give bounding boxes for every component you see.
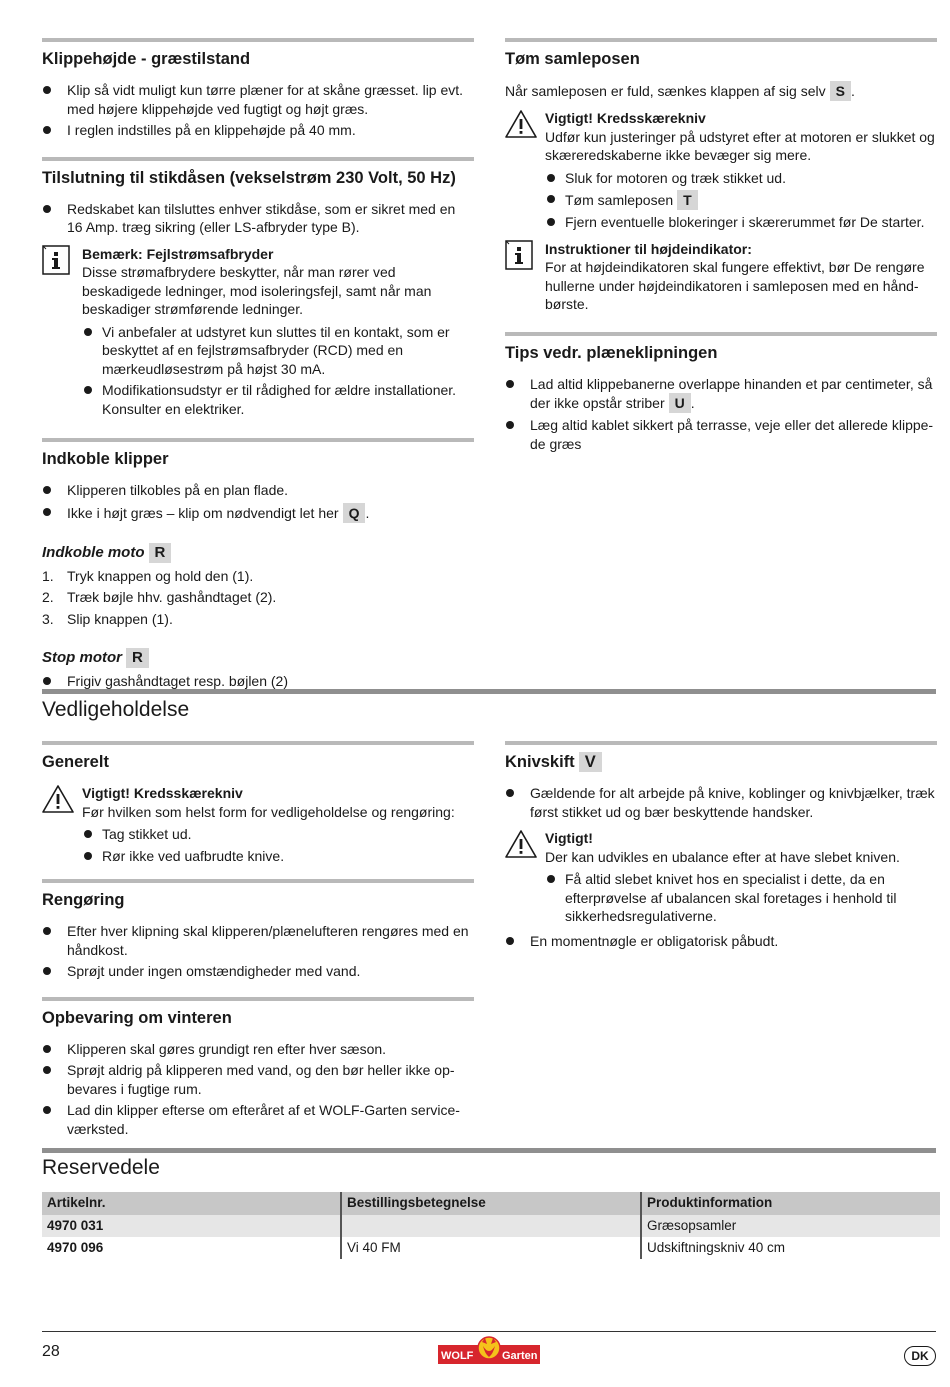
section-title: Generelt (42, 753, 109, 771)
page-number: 28 (42, 1343, 60, 1360)
warning-note (42, 784, 474, 865)
figure-ref-badge: V (579, 752, 602, 772)
table-cell: Udskiftningskniv 40 cm (641, 1237, 940, 1259)
section-rule (42, 38, 474, 42)
info-note (505, 240, 937, 314)
left-column-maintenance (42, 741, 474, 1141)
language-badge: DK (904, 1346, 936, 1366)
paragraph (505, 81, 937, 101)
section-title: Tøm samleposen (505, 50, 640, 68)
section-stop-motor (42, 648, 474, 691)
list-item: Redskabet kan tilsluttes enhver stikdåse, som er sikret med en 16 Amp. træg sikring (eller LS-afbryder type B). (42, 200, 474, 237)
section-socket-connection (42, 157, 474, 419)
section-cutting-height (42, 38, 474, 140)
table-cell: Vi 40 FM (341, 1237, 641, 1259)
list-item (545, 190, 937, 210)
section-general (42, 741, 474, 865)
paragraph-text: Når samleposen er fuld, sænkes klappen af sig selv (505, 83, 826, 99)
step-number: 1. (42, 567, 54, 584)
numbered-list (42, 567, 474, 629)
warning-icon (505, 109, 537, 144)
list-item (42, 610, 474, 629)
note-text: Der kan udvikles en ubalance efter at have slebet kniven. (545, 848, 900, 865)
table-cell (341, 1215, 641, 1237)
bullet-list (42, 672, 474, 691)
list-item: En momentnøgle er obligatorisk påbudt. (505, 932, 937, 951)
note-title: Vigtigt! Kredsskærekniv (545, 110, 706, 126)
list-item-end: . (365, 504, 370, 521)
list-item: I reglen indstilles på en klippehøjde på 40 mm. (42, 121, 474, 140)
paragraph-end: . (850, 83, 855, 99)
bullet-list (42, 481, 474, 523)
note-title: Bemærk: Fejlstrømsafbryder (82, 245, 274, 262)
table-cell: Græsopsamler (641, 1215, 940, 1237)
section-rule (505, 332, 937, 336)
step-number: 3. (42, 610, 54, 627)
section-mowing-tips (505, 332, 937, 454)
section-title: Tilslutning til stikdåsen (vekselstrøm 230 Volt, 50 Hz) (42, 168, 456, 187)
warning-icon (505, 829, 537, 864)
list-item: Modifikationsudstyr er til rådighed for ældre installationer. Konsulter en elektriker. (82, 381, 474, 418)
list-item: Klip så vidt muligt kun tørre plæner for at skåne græsset. lip evt. med højere klippehøjde ved fugtigt og højt græs. (42, 81, 474, 118)
step-text: Tryk knappen og hold den (1). (67, 567, 254, 584)
section-title: Tips vedr. plæneklipningen (505, 343, 718, 362)
section-knife-change (505, 741, 937, 950)
chapter-title-spare-parts: Reservedele (42, 1156, 160, 1179)
list-item: Få altid slebet knivet hos en specialist i dette, da en efterprøvelse af ubalancen skal foretages i henhold til sikkerhedsregulativerne. (545, 870, 937, 926)
footer-rule (42, 1331, 936, 1332)
left-column-top (42, 38, 474, 694)
list-item: Klipperen skal gøres grundigt ren efter hver sæson. (42, 1040, 474, 1059)
bullet-list (42, 1040, 474, 1139)
warning-note (505, 829, 937, 926)
figure-ref-badge: R (126, 648, 149, 668)
list-item: Rør ikke ved uafbrudte knive. (82, 847, 474, 866)
figure-ref-badge: S (830, 81, 851, 101)
section-start-motor (42, 543, 474, 629)
note-bullet-list (82, 323, 474, 419)
figure-ref-badge: R (149, 543, 172, 563)
bullet-list (42, 922, 474, 981)
note-bullet-list (545, 870, 937, 926)
list-item: Sluk for motoren og træk stikket ud. (545, 169, 937, 188)
note-title: Vigtigt! Kredsskærekniv (82, 785, 243, 801)
note-bullet-list (545, 169, 937, 232)
info-icon (505, 240, 533, 275)
list-item: Fjern eventuelle blokeringer i skærerummet før De starter. (545, 213, 937, 232)
table-row (42, 1237, 940, 1259)
table-cell: 4970 031 (42, 1215, 341, 1237)
subsection-title-text: Stop motor (42, 649, 122, 666)
list-item: Lad din klipper efterse om efteråret af et WOLF-Garten service-værksted. (42, 1101, 474, 1138)
note-text: Udfør kun justeringer på udstyret efter at motoren er slukket og skæreredskaberne ikke bevæger sig mere. (545, 128, 935, 163)
list-item (42, 588, 474, 607)
note-text: Før hvilken som helst form for vedligeholdelse og rengøring: (82, 803, 455, 820)
logo-text-left: WOLF (441, 1350, 474, 1362)
section-cleaning (42, 879, 474, 981)
list-item (42, 503, 474, 523)
list-item: Frigiv gashåndtaget resp. bøjlen (2) (42, 672, 474, 691)
note-text: For at højdeindikatoren skal fungere effektivt, bør De rengøre hullerne under højdeindikatoren i samleposen med en hånd-børste. (545, 259, 925, 312)
chapter-rule (42, 1148, 936, 1153)
section-winter-storage (42, 997, 474, 1139)
list-item-end: . (690, 395, 695, 411)
section-rule (42, 879, 474, 883)
section-rule (42, 438, 474, 442)
bullet-list (505, 375, 937, 454)
list-item-text: Ikke i højt græs – klip om nødvendigt let her (67, 504, 339, 521)
info-note (42, 245, 474, 419)
bullet-list (505, 784, 937, 821)
list-item: Sprøjt aldrig på klipperen med vand, og den bør heller ikke op-bevares i fugtige rum. (42, 1061, 474, 1098)
subsection-title (42, 543, 474, 563)
note-text: Disse strømafbrydere beskytter, når man rører ved beskadigede ledninger, mod isoleringsfejl, samt når man beskadiger strømførende ledninger. (82, 264, 432, 317)
section-start-mower (42, 438, 474, 523)
figure-ref-badge: Q (343, 503, 366, 523)
list-item: Tag stikket ud. (82, 825, 474, 844)
section-title: Indkoble klipper (42, 450, 169, 468)
column-header: Bestillingsbetegnelse (341, 1192, 641, 1215)
warning-icon (42, 784, 74, 819)
section-empty-bag (505, 38, 937, 314)
list-item-text: Lad altid klippebanerne overlappe hinanden et par centimeter, så der ikke opstår striber (530, 375, 933, 411)
chapter-rule (42, 689, 936, 694)
note-title: Vigtigt! (545, 830, 593, 846)
list-item: Klipperen tilkobles på en plan flade. (42, 481, 474, 500)
right-column-maintenance (505, 741, 937, 953)
right-column-top (505, 38, 937, 456)
list-item: Sprøjt under ingen omstændigheder med vand. (42, 962, 474, 981)
list-item: Læg altid kablet sikkert på terrasse, veje eller det allerede klippe-de græs (505, 416, 937, 453)
info-icon (42, 245, 70, 280)
bullet-list (505, 932, 937, 951)
section-rule (505, 38, 937, 42)
list-item (505, 375, 937, 414)
column-header: Produktinformation (641, 1192, 940, 1215)
list-item: Efter hver klipning skal klipperen/plænelufteren rengøres med en håndkost. (42, 922, 474, 959)
step-number: 2. (42, 589, 54, 605)
subsection-title-text: Indkoble moto (42, 543, 145, 561)
subsection-title (42, 648, 474, 668)
note-title: Instruktioner til højdeindikator: (545, 240, 752, 257)
section-title: Rengøring (42, 891, 125, 909)
table-cell: 4970 096 (47, 1239, 104, 1255)
table-row (42, 1215, 940, 1237)
section-title (505, 752, 937, 772)
bullet-list (42, 81, 474, 140)
list-item-text: Tøm samleposen (565, 192, 674, 208)
column-header: Artikelnr. (42, 1192, 341, 1215)
section-rule (42, 157, 474, 161)
section-rule (42, 997, 474, 1001)
chapter-title-maintenance: Vedligeholdelse (42, 698, 190, 721)
table-header-row (42, 1192, 940, 1215)
step-text: Slip knappen (1). (67, 610, 173, 627)
section-title: Opbevaring om vinteren (42, 1008, 232, 1027)
list-item: Gældende for alt arbejde på knive, koblinger og knivbjælker, træk først stikket ud og bær beskyttende handsker. (505, 784, 937, 821)
figure-ref-badge: T (677, 190, 698, 210)
section-title: Klippehøjde - græstilstand (42, 50, 251, 68)
step-text: Træk bøjle hhv. gashåndtaget (2). (67, 589, 277, 605)
list-item: Vi anbefaler at udstyret kun sluttes til en kontakt, som er beskyttet af en fejlstrømsafbryder (RCD) med en mærkeudløsestrøm på højst 30 mA. (82, 323, 474, 379)
logo-text-right: Garten (502, 1350, 538, 1362)
section-title-text: Knivskift (505, 753, 575, 771)
list-item (42, 567, 474, 586)
spare-parts-table (42, 1192, 940, 1259)
warning-note (505, 109, 937, 232)
bullet-list (42, 200, 474, 237)
section-rule (42, 741, 474, 745)
note-bullet-list (82, 825, 474, 865)
wolf-garten-logo (438, 1336, 540, 1366)
section-rule (505, 741, 937, 745)
figure-ref-badge: U (669, 393, 691, 413)
